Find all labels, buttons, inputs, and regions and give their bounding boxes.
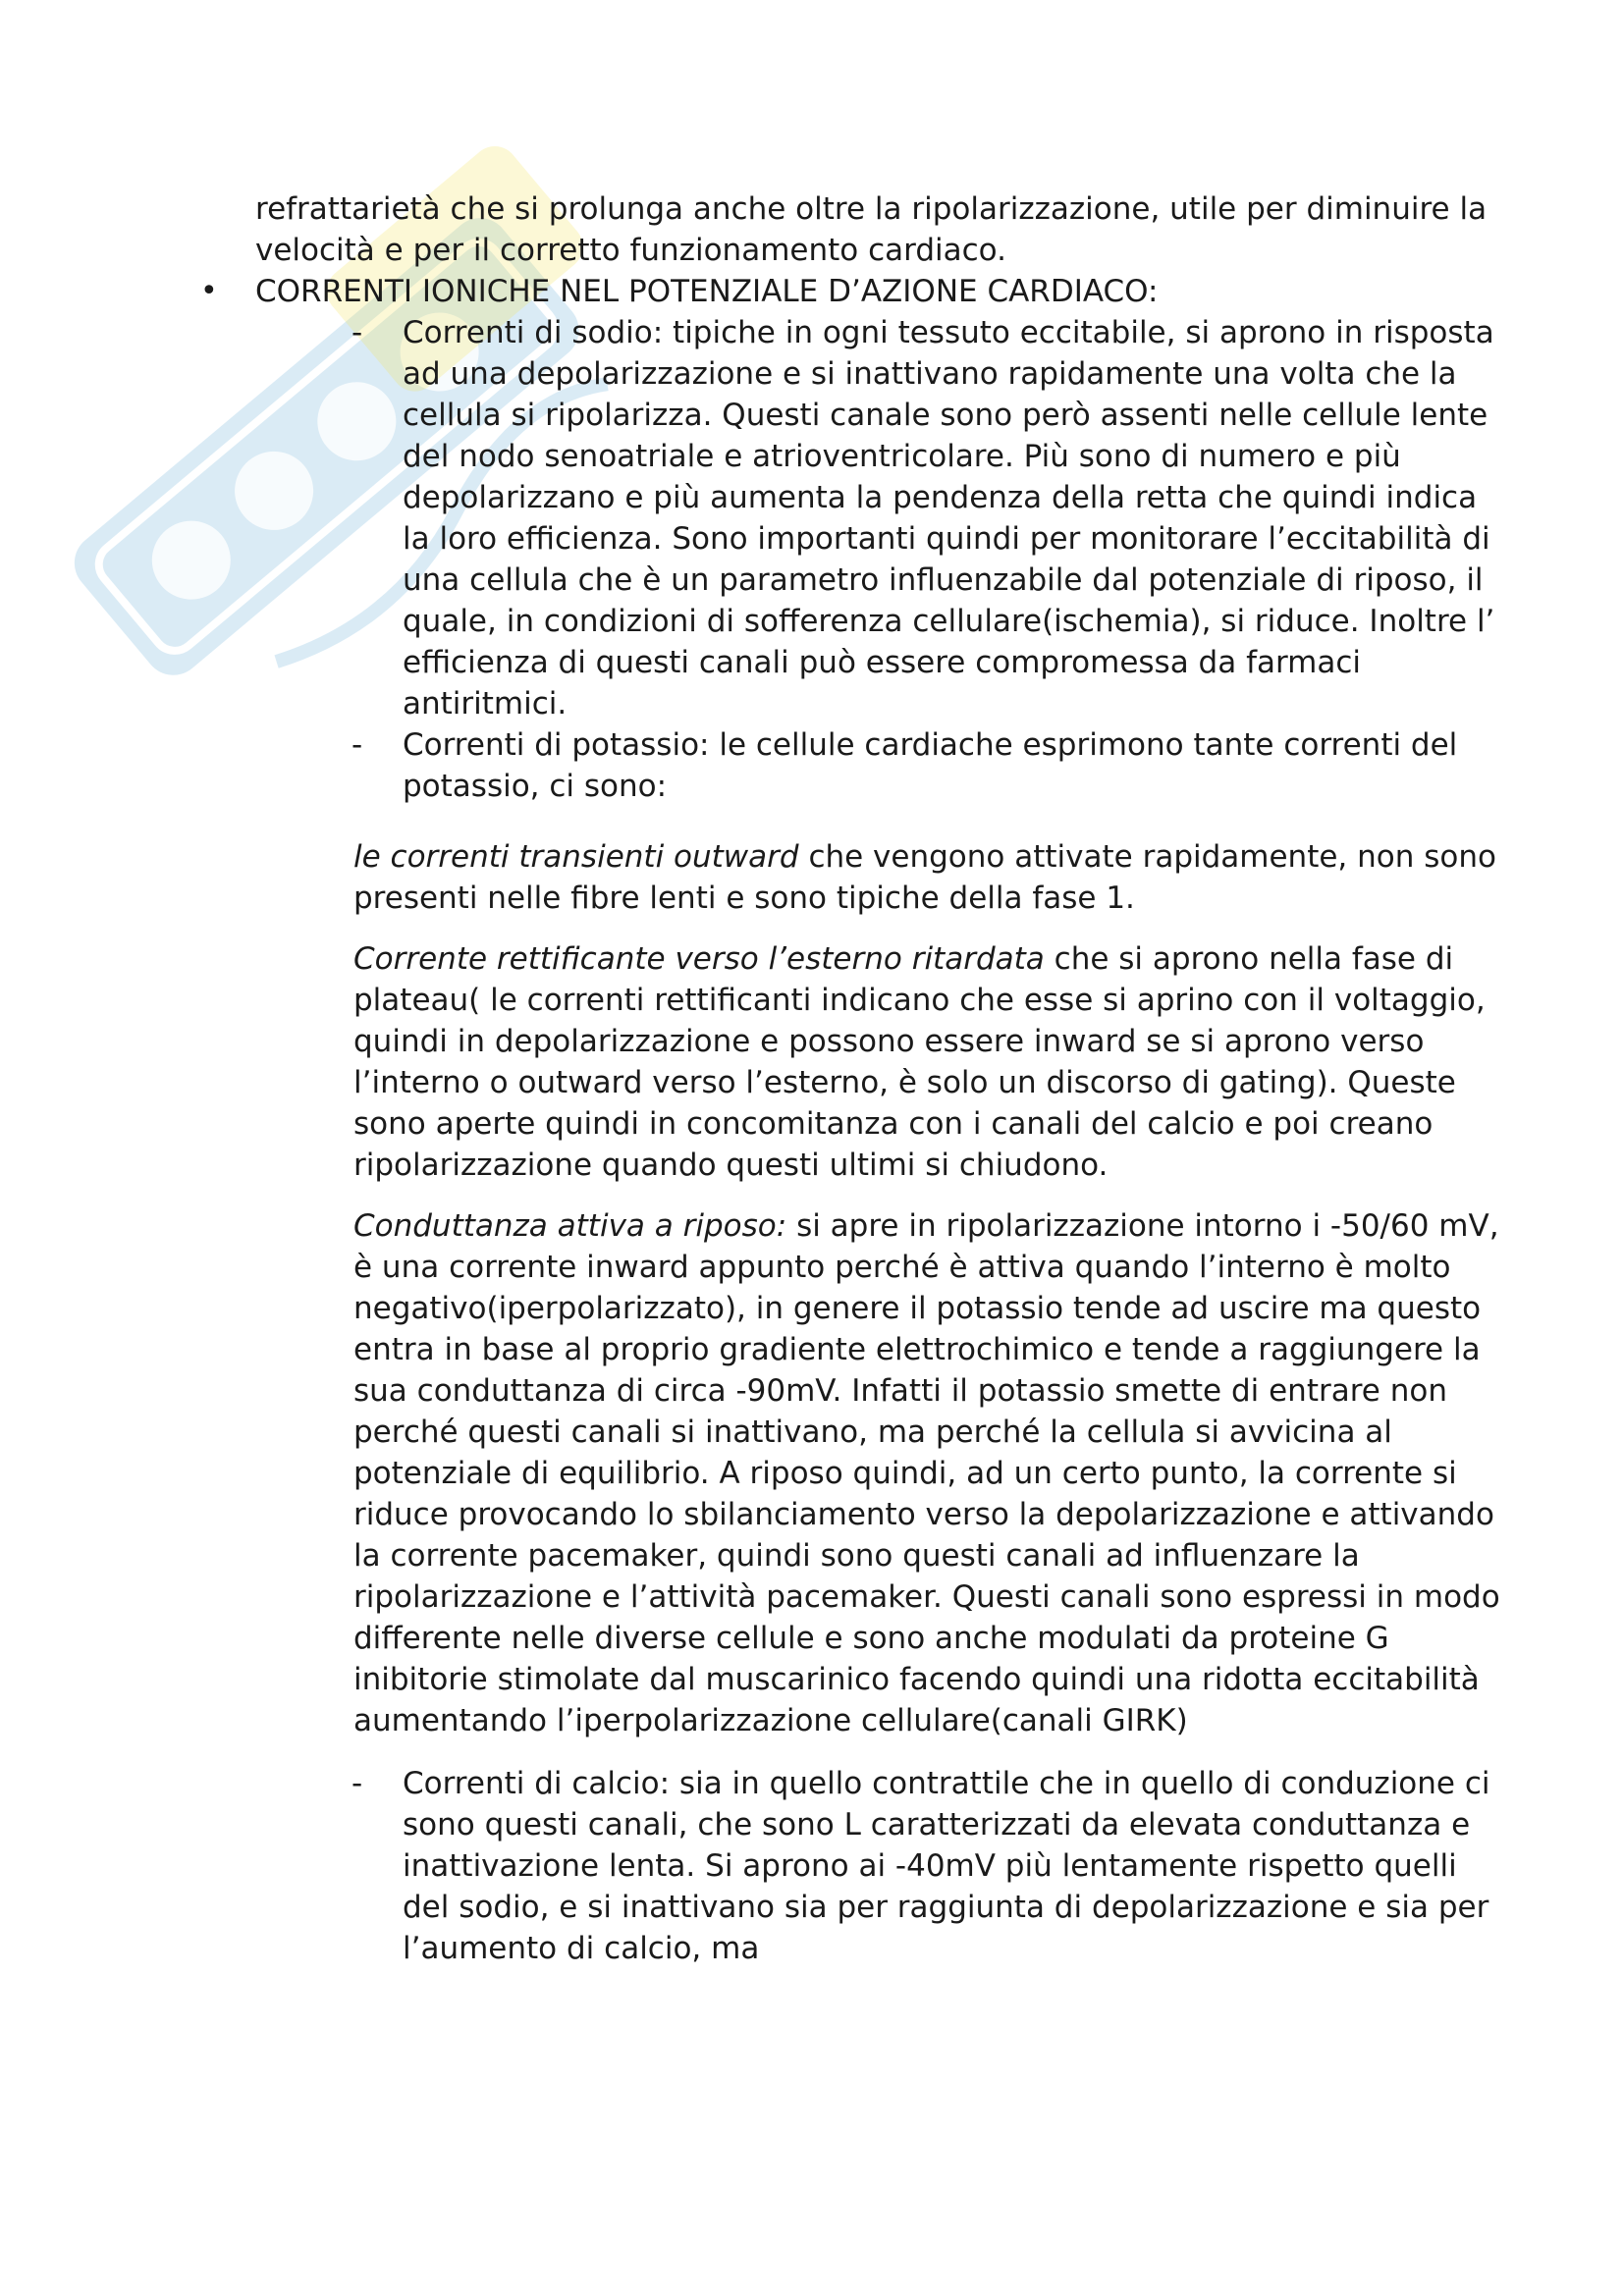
- section-heading-item: [200, 271, 1502, 312]
- delayed-rectifier-text: che si aprono nella fase di plateau( le correnti rettificanti indicano che esse si aprino con il voltaggio, quindi in depolarizzazione e possono essere inward se si aprono verso l’interno o outward verso l’esterno, è solo un discorso di gating). Queste sono aperte quindi in concomitanza con i canali del calcio e poi creano ripolarizzazione quando questi ultimi si chiudono.: [353, 941, 1486, 1183]
- calcium-currents-item: [206, 1763, 1502, 1969]
- delayed-rectifier-title: Corrente rettificante verso l’esterno ritardata: [353, 941, 1045, 977]
- sodium-currents-item: [206, 312, 1502, 724]
- dash-marker: -: [352, 315, 363, 350]
- potassium-currents-text: Correnti di potassio: le cellule cardiache esprimono tante correnti del potassio, ci sono:: [403, 727, 1458, 804]
- dash-marker: -: [352, 727, 363, 763]
- transient-outward-title: le correnti transienti outward: [353, 839, 799, 875]
- sodium-currents-text: Correnti di sodio: tipiche in ogni tessuto eccitabile, si aprono in risposta ad una depolarizzazione e si inattivano rapidamente una volta che la cellula si ripolarizza. Questi canale sono però assenti nelle cellule lente del nodo senoatriale e atrioventricolare. Più sono di numero e più depolarizzano e più aumenta la pendenza della retta che quindi indica la loro efficienza. Sono importanti quindi per monitorare l’eccitabilità di una cellula che è un parametro influenzabile dal potenziale di riposo, il quale, in condizioni di sofferenza cellulare(ischemia), si riduce. Inoltre l’ efficienza di questi canali può essere compromessa da farmaci antiritmici.: [403, 315, 1495, 721]
- potassium-currents-item: [206, 724, 1502, 807]
- delayed-rectifier-paragraph: [206, 938, 1502, 1186]
- document-body: [200, 188, 1502, 1969]
- transient-outward-text: che vengono attivate rapidamente, non sono presenti nelle fibre lenti e sono tipiche della fase 1.: [353, 839, 1496, 916]
- resting-conductance-title: Conduttanza attiva a riposo:: [353, 1208, 787, 1244]
- resting-conductance-paragraph: [206, 1205, 1502, 1741]
- calcium-currents-text: Correnti di calcio: sia in quello contrattile che in quello di conduzione ci sono questi canali, che sono L caratterizzati da elevata conduttanza e inattivazione lenta. Si aprono ai -40mV più lentamente rispetto quelli del sodio, e si inattivano sia per raggiunta di depolarizzazione e sia per l’aumento di calcio, ma: [403, 1766, 1490, 1966]
- bullet-marker: •: [200, 274, 218, 308]
- transient-outward-paragraph: [206, 836, 1502, 919]
- section-heading: CORRENTI IONICHE NEL POTENZIALE D’AZIONE CARDIACO:: [255, 274, 1159, 309]
- dash-marker: -: [352, 1766, 363, 1801]
- intro-continuation: refrattarietà che si prolunga anche oltre la ripolarizzazione, utile per diminuire la velocità e per il corretto funzionamento cardiaco.: [255, 191, 1488, 268]
- resting-conductance-text: si apre in ripolarizzazione intorno i -50/60 mV, è una corrente inward appunto perché è attiva quando l’interno è molto negativo(iperpolarizzato), in genere il potassio tende ad uscire ma questo entra in base al proprio gradiente elettrochimico e tende a raggiungere la sua conduttanza di circa -90mV. Infatti il potassio smette di entrare non perché questi canali si inattivano, ma perché la cellula si avvicina al potenziale di equilibrio. A riposo quindi, ad un certo punto, la corrente si riduce provocando lo sbilanciamento verso la depolarizzazione e attivando la corrente pacemaker, quindi sono questi canali ad influenzare la ripolarizzazione e l’attività pacemaker. Questi canali sono espressi in modo differente nelle diverse cellule e sono anche modulati da proteine G inibitorie stimolate dal muscarinico facendo quindi una ridotta eccitabilità aumentando l’iperpolarizzazione cellulare(canali GIRK): [353, 1208, 1500, 1738]
